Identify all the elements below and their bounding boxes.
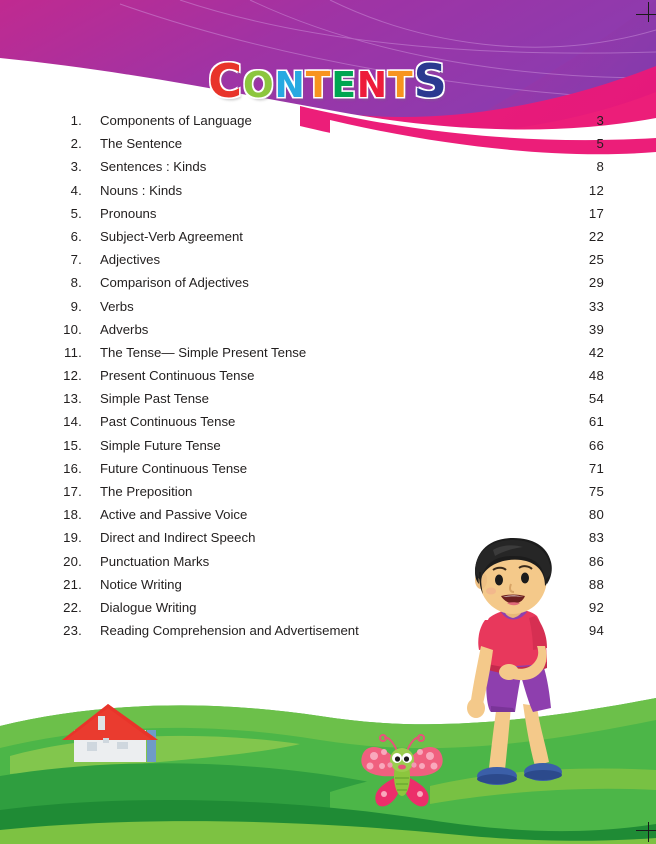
toc-item-page-number: 8 bbox=[596, 159, 604, 175]
toc-row[interactable] bbox=[52, 623, 604, 646]
toc-item-number: 9. bbox=[70, 298, 82, 314]
toc-item-page-number: 5 bbox=[596, 136, 604, 152]
butterfly-illustration bbox=[358, 730, 446, 812]
title-letter-7: S bbox=[413, 54, 448, 108]
toc-item-number: 23. bbox=[63, 623, 82, 639]
toc-item-number: 10. bbox=[63, 321, 82, 337]
toc-row[interactable] bbox=[52, 345, 604, 368]
toc-item-page-number: 54 bbox=[588, 391, 604, 407]
toc-item-number: 7. bbox=[70, 252, 82, 268]
toc-item-page-number: 12 bbox=[588, 182, 604, 198]
table-of-contents bbox=[52, 113, 604, 646]
toc-item-page-number: 80 bbox=[588, 507, 604, 523]
toc-item-title[interactable]: Dialogue Writing bbox=[100, 599, 197, 615]
toc-item-page-number: 71 bbox=[588, 460, 604, 476]
toc-row[interactable] bbox=[52, 252, 604, 275]
toc-item-page-number: 25 bbox=[588, 252, 604, 268]
toc-item-number: 13. bbox=[63, 391, 82, 407]
toc-item-number: 22. bbox=[63, 599, 82, 615]
toc-row[interactable] bbox=[52, 229, 604, 252]
toc-item-page-number: 94 bbox=[588, 623, 604, 639]
toc-item-page-number: 61 bbox=[588, 414, 604, 430]
toc-item-title[interactable]: Nouns : Kinds bbox=[100, 182, 183, 198]
toc-item-page-number: 83 bbox=[588, 530, 604, 546]
toc-item-title[interactable]: Future Continuous Tense bbox=[100, 460, 248, 476]
toc-row[interactable] bbox=[52, 391, 604, 414]
toc-row[interactable] bbox=[52, 206, 604, 229]
toc-row[interactable] bbox=[52, 183, 604, 206]
toc-row[interactable] bbox=[52, 136, 604, 159]
toc-item-page-number: 92 bbox=[588, 599, 604, 615]
toc-row[interactable] bbox=[52, 368, 604, 391]
toc-row[interactable] bbox=[52, 438, 604, 461]
toc-item-number: 20. bbox=[63, 553, 82, 569]
toc-item-number: 18. bbox=[63, 507, 82, 523]
toc-row[interactable] bbox=[52, 554, 604, 577]
title-letter-5: N bbox=[356, 65, 389, 106]
toc-item-title[interactable]: Punctuation Marks bbox=[100, 553, 210, 569]
toc-item-title[interactable]: Notice Writing bbox=[100, 576, 182, 592]
title-letter-2: N bbox=[274, 65, 306, 106]
toc-item-title[interactable]: Pronouns bbox=[100, 205, 157, 221]
title-letter-4: E bbox=[331, 65, 357, 106]
toc-item-title[interactable]: Simple Past Tense bbox=[100, 391, 209, 407]
toc-item-page-number: 22 bbox=[588, 228, 604, 244]
toc-item-page-number: 3 bbox=[596, 113, 604, 128]
toc-item-page-number: 86 bbox=[588, 553, 604, 569]
toc-item-number: 1. bbox=[70, 113, 82, 128]
toc-item-number: 5. bbox=[70, 205, 82, 221]
toc-row[interactable] bbox=[52, 461, 604, 484]
toc-item-title[interactable]: Sentences : Kinds bbox=[100, 159, 207, 175]
toc-item-number: 21. bbox=[63, 576, 82, 592]
toc-item-number: 11. bbox=[64, 344, 82, 360]
toc-item-page-number: 75 bbox=[588, 484, 604, 499]
page-title bbox=[208, 54, 448, 109]
toc-item-title[interactable]: Direct and Indirect Speech bbox=[100, 530, 256, 546]
toc-item-number: 3. bbox=[70, 159, 82, 175]
toc-item-number: 19. bbox=[63, 530, 82, 546]
toc-row[interactable] bbox=[52, 600, 604, 623]
toc-item-title[interactable]: Comparison of Adjectives bbox=[100, 275, 249, 291]
toc-item-title[interactable]: The Sentence bbox=[100, 136, 183, 152]
toc-item-number: 8. bbox=[70, 275, 82, 291]
toc-item-number: 15. bbox=[63, 437, 82, 453]
toc-row[interactable] bbox=[52, 322, 604, 345]
house-illustration bbox=[62, 702, 186, 768]
toc-row[interactable] bbox=[52, 484, 604, 507]
toc-item-number: 2. bbox=[70, 136, 82, 152]
toc-item-page-number: 42 bbox=[588, 344, 604, 360]
toc-row[interactable] bbox=[52, 159, 604, 182]
toc-row[interactable] bbox=[52, 275, 604, 298]
toc-item-title[interactable]: Past Continuous Tense bbox=[100, 414, 236, 430]
toc-item-title[interactable]: Adverbs bbox=[100, 321, 149, 337]
toc-item-title[interactable]: Reading Comprehension and Advertisement bbox=[100, 623, 359, 639]
crop-mark-bottom-right bbox=[634, 822, 656, 844]
toc-item-page-number: 66 bbox=[588, 437, 604, 453]
toc-item-title[interactable]: Verbs bbox=[100, 298, 134, 314]
toc-item-page-number: 48 bbox=[588, 368, 604, 384]
title-letter-6: T bbox=[388, 65, 414, 106]
toc-item-title[interactable]: The Tense— Simple Present Tense bbox=[100, 344, 307, 360]
toc-item-number: 12. bbox=[63, 368, 82, 384]
toc-item-page-number: 33 bbox=[588, 298, 604, 314]
toc-row[interactable] bbox=[52, 530, 604, 553]
toc-item-title[interactable]: The Preposition bbox=[100, 484, 193, 499]
toc-item-page-number: 29 bbox=[588, 275, 604, 291]
toc-item-page-number: 39 bbox=[588, 321, 604, 337]
toc-item-number: 17. bbox=[63, 484, 82, 499]
toc-item-page-number: 17 bbox=[588, 205, 604, 221]
toc-item-title[interactable]: Active and Passive Voice bbox=[100, 507, 248, 523]
toc-item-title[interactable]: Adjectives bbox=[100, 252, 161, 268]
toc-item-number: 4. bbox=[70, 182, 82, 198]
crop-mark-top-right bbox=[634, 0, 656, 22]
toc-item-number: 14. bbox=[63, 414, 82, 430]
toc-item-title[interactable]: Subject-Verb Agreement bbox=[100, 228, 243, 244]
toc-row[interactable] bbox=[52, 577, 604, 600]
toc-row[interactable] bbox=[52, 299, 604, 322]
title-letter-0: C bbox=[208, 54, 243, 108]
toc-item-title[interactable]: Present Continuous Tense bbox=[100, 368, 255, 384]
page-title-wrap bbox=[0, 54, 656, 109]
toc-item-page-number: 88 bbox=[588, 576, 604, 592]
toc-item-number: 6. bbox=[70, 228, 82, 244]
toc-row[interactable] bbox=[52, 507, 604, 530]
toc-item-title[interactable]: Components of Language bbox=[100, 113, 252, 128]
title-letter-3: T bbox=[305, 65, 332, 106]
toc-row[interactable] bbox=[52, 414, 604, 437]
toc-item-number: 16. bbox=[63, 460, 82, 476]
title-letter-1: O bbox=[243, 65, 275, 106]
toc-row[interactable] bbox=[52, 113, 604, 136]
toc-item-title[interactable]: Simple Future Tense bbox=[100, 437, 221, 453]
